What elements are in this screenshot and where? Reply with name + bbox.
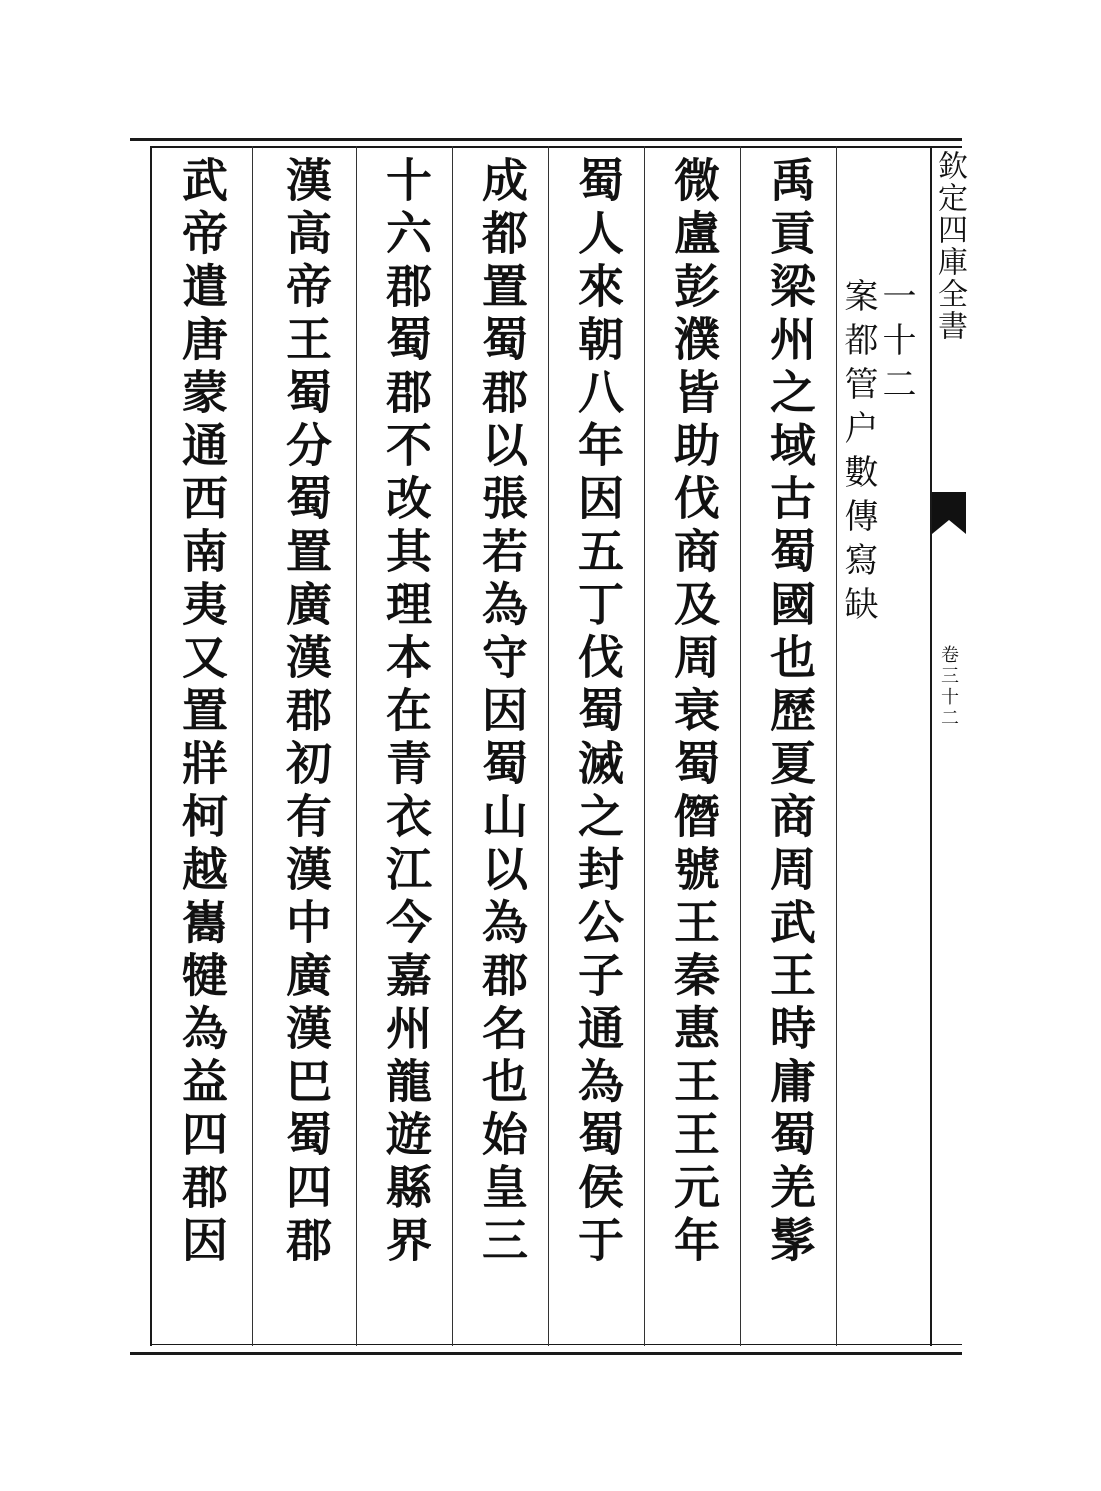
top-border [130,138,962,141]
column-divider [644,146,645,1346]
text-column-3: 蜀人來朝八年因五丁伐蜀滅之封公子通為蜀侯于 [571,156,625,1269]
fishtail-mark-icon [932,492,966,534]
bottom-border [130,1352,962,1355]
annotation-note: 案都管户數傳寫缺 [838,278,878,630]
column-divider [356,146,357,1346]
column-divider [252,146,253,1346]
bottom-border-inner [150,1344,962,1345]
text-column-2: 微盧彭濮皆助伐商及周衰蜀僭號王秦惠王王元年 [667,156,721,1269]
left-border [150,146,152,1346]
column-divider [548,146,549,1346]
column-divider [836,146,837,1346]
book-title: 欽定四庫全書 [932,150,967,342]
text-column-4: 成都置蜀郡以張若為守因蜀山以為郡名也始皇三 [475,156,529,1269]
column-divider [452,146,453,1346]
text-column-7: 武帝遣唐蒙通西南夷又置牂柯越巂犍為益四郡因 [175,156,229,1269]
text-column-1: 禹貢梁州之域古蜀國也歷夏商周武王時庸蜀羌髳 [763,156,817,1269]
column-divider [740,146,741,1346]
juan-number: 卷三十二 [938,645,959,729]
text-column-5: 十六郡蜀郡不改其理本在青衣江今嘉州龍遊縣界 [379,156,433,1269]
text-column-6: 漢高帝王蜀分蜀置廣漢郡初有漢中廣漢巴蜀四郡 [279,156,333,1269]
top-border-inner [150,146,962,148]
section-number: 一十二 [876,278,916,410]
